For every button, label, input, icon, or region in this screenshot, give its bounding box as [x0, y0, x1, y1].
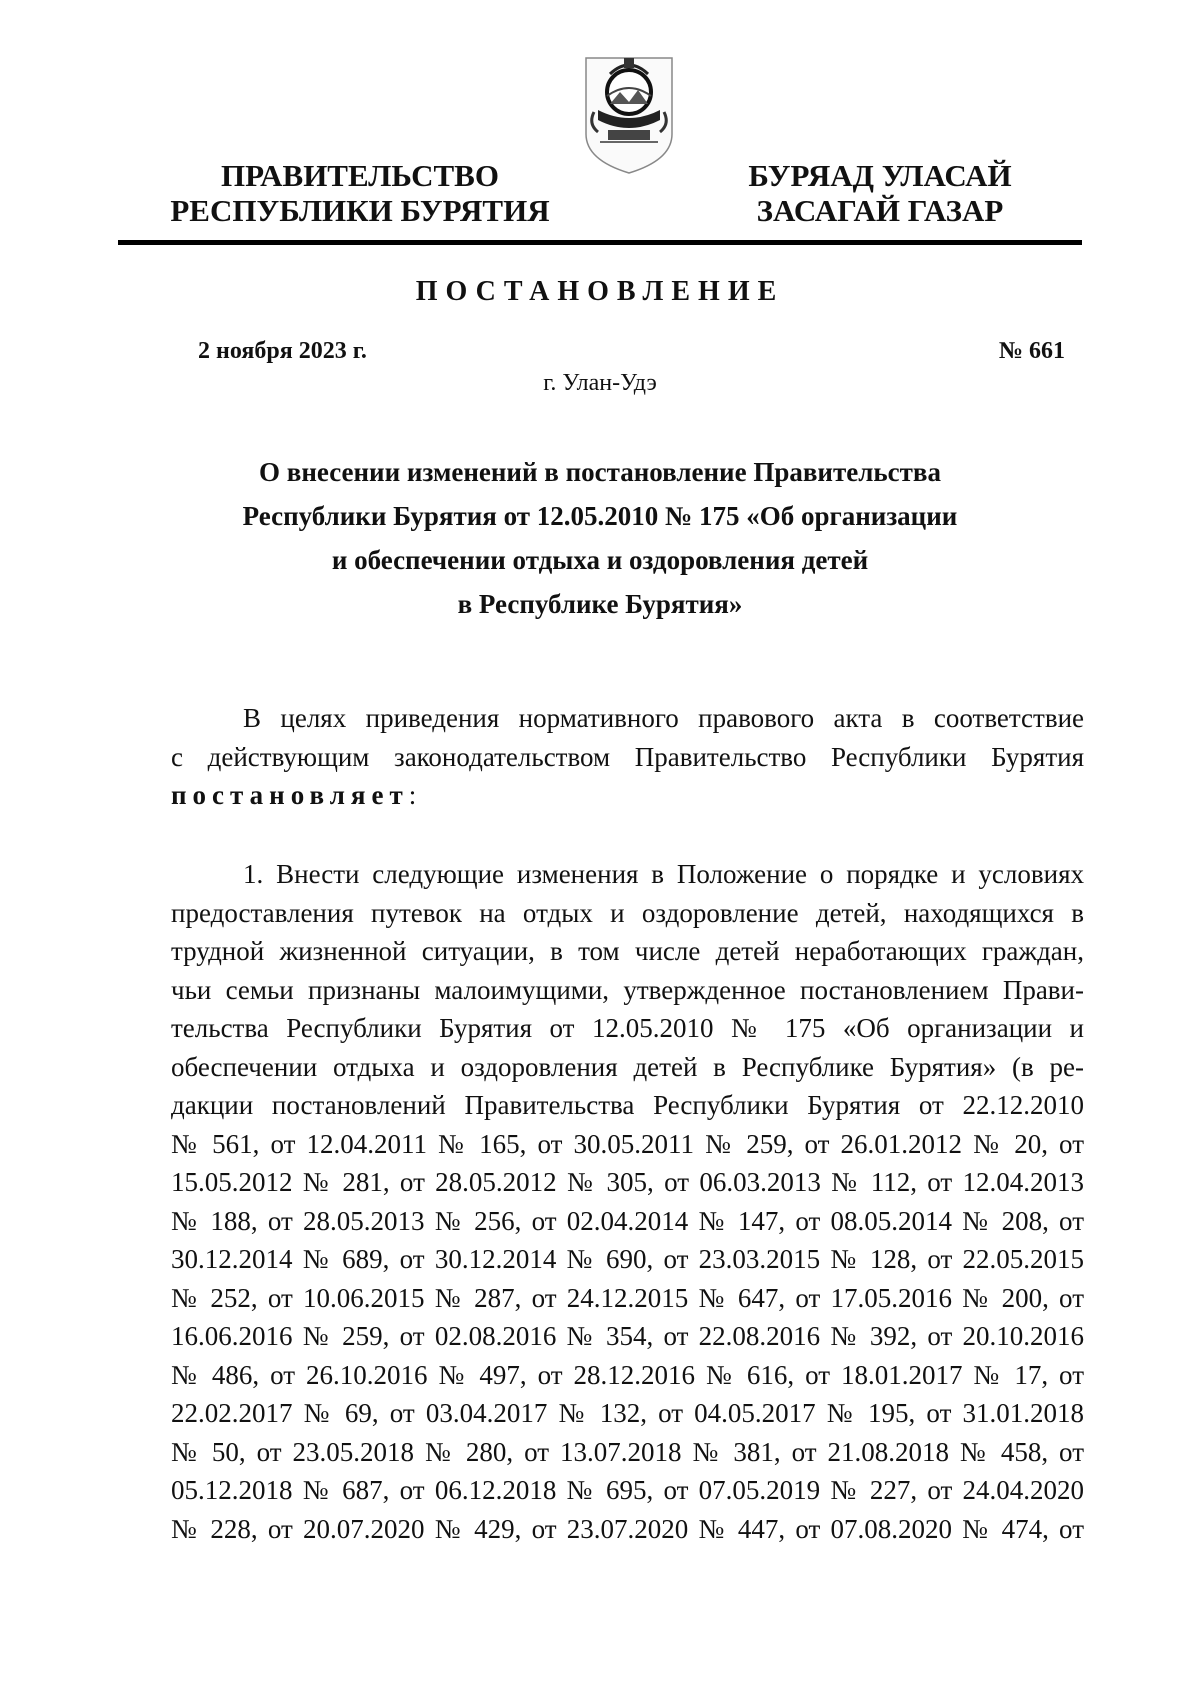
preamble-line: В целях приведения нормативного правового акта в соответствие: [243, 703, 1084, 733]
item-line: № 188, от 28.05.2013 № 256, от 02.04.2014 № 147, от 08.05.2014 № 208, от: [171, 1205, 1084, 1236]
item-line: № 228, от 20.07.2020 № 429, от 23.07.2020 № 447, от 07.08.2020 № 474, от: [171, 1513, 1084, 1544]
item-line: № 50, от 23.05.2018 № 280, от 13.07.2018 № 381, от 21.08.2018 № 458, от: [171, 1436, 1084, 1467]
decree-line: [171, 776, 1084, 815]
title-line: в Республике Бурятия»: [457, 589, 743, 619]
title-line: и обеспечении отдыха и оздоровления детей: [331, 545, 869, 575]
item-line: трудной жизненной ситуации, в том числе детей неработающих граждан,: [171, 936, 1084, 966]
item-line: 16.06.2016 № 259, от 02.08.2016 № 354, от 22.08.2016 № 392, от 20.10.2016: [171, 1321, 1084, 1351]
item-line: тельства Республики Бурятия от 12.05.2010 № 175 «Об организации и: [171, 1013, 1084, 1043]
item-line: предоставления путевок на отдых и оздоровление детей, находящихся в: [171, 897, 1084, 928]
document-type: ПОСТАНОВЛЕНИЕ: [415, 276, 785, 307]
preamble-line: с действующим законодательством Правительство Республики Бурятия: [171, 741, 1084, 772]
item-line: 15.05.2012 № 281, от 28.05.2012 № 305, от 06.03.2013 № 112, от 12.04.2013: [171, 1167, 1084, 1197]
title-line: О внесении изменений в постановление Правительства: [259, 457, 941, 487]
document-date: 2 ноября 2023 г.: [198, 338, 367, 364]
document-title: [150, 450, 1050, 626]
document-number: № 661: [998, 338, 1065, 364]
header-divider: [118, 240, 1082, 245]
item-line: дакции постановлений Правительства Республики Бурятия от 22.12.2010: [171, 1090, 1084, 1120]
title-line: Республики Бурятия от 12.05.2010 № 175 «Об организации: [242, 501, 958, 531]
org-right-line-1: БУРЯАД УЛАСАЙ: [748, 158, 1012, 193]
item-line: чьи семьи признаны малоимущими, утвержденное постановлением Прави-: [171, 974, 1084, 1005]
org-left-line-2: РЕСПУБЛИКИ БУРЯТИЯ: [170, 193, 550, 228]
item-line: 1. Внести следующие изменения в Положение о порядке и условиях: [243, 859, 1084, 889]
preamble-paragraph: [171, 699, 1084, 815]
item-line: № 252, от 10.06.2015 № 287, от 24.12.2015 № 647, от 17.05.2016 № 200, от: [171, 1282, 1084, 1313]
government-name-buryat: [715, 158, 1045, 228]
document-city: г. Улан-Удэ: [543, 370, 657, 396]
decree-word: постановляет: [171, 780, 409, 810]
item-line: 30.12.2014 № 689, от 30.12.2014 № 690, от 23.03.2015 № 128, от 22.05.2015: [171, 1244, 1084, 1274]
org-left-line-1: ПРАВИТЕЛЬСТВО: [221, 158, 499, 193]
item-line: 05.12.2018 № 687, от 06.12.2018 № 695, от 07.05.2019 № 227, от 24.04.2020: [171, 1475, 1084, 1505]
republic-emblem-icon: [580, 52, 678, 177]
government-name-russian: [170, 158, 550, 228]
item-line: 22.02.2017 № 69, от 03.04.2017 № 132, от 04.05.2017 № 195, от 31.01.2018: [171, 1398, 1084, 1428]
org-right-line-2: ЗАСАГАЙ ГАЗАР: [756, 193, 1004, 228]
decree-colon: :: [408, 780, 417, 810]
item-line: № 561, от 12.04.2011 № 165, от 30.05.2011 № 259, от 26.01.2012 № 20, от: [171, 1128, 1084, 1159]
item-1-paragraph: [171, 855, 1084, 1548]
item-line: № 486, от 26.10.2016 № 497, от 28.12.2016 № 616, от 18.01.2017 № 17, от: [171, 1359, 1084, 1390]
item-line: обеспечении отдыха и оздоровления детей в Республике Бурятия» (в ре-: [171, 1051, 1084, 1082]
